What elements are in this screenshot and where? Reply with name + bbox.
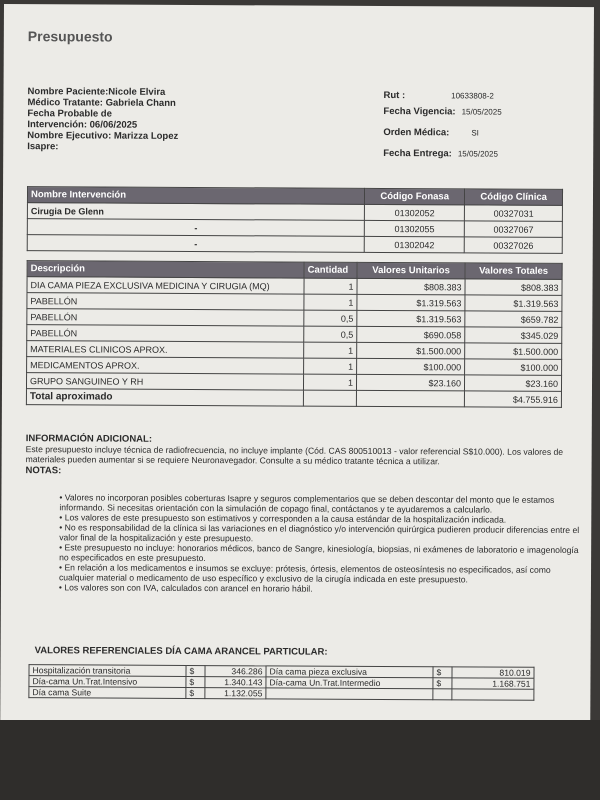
table-row: DIA CAMA PIEZA EXCLUSIVA MEDICINA Y CIRUGIA (MQ) 1 $808.383 $808.383 [27, 277, 562, 296]
notes-list [59, 492, 580, 595]
delivery-date: Fecha Entrega: 15/05/2025 [383, 147, 498, 160]
table-row: PABELLÓN 0,5 $690.058 $345.029 [27, 325, 562, 344]
reference-values-title: VALORES REFERENCIALES DÍA CAMA ARANCEL PARTICULAR: [34, 645, 328, 658]
table-row: - 01302042 00327026 [27, 235, 562, 254]
note-item: • No es responsabilidad de la clínica si las variaciones en el diagnóstico y/o intervención quirúrgica pudieren producir diferencias entre el valor final de la hospitalización y este presupuesto. [59, 522, 579, 545]
rut: Rut : 10633808-2 [383, 89, 494, 102]
info-text: Este presupuesto incluye técnica de radiofrecuencia, no incluye implante (Cód. CAS 800510013 - valor referencial S$10.000). Los valores de materiales pueden aumentar si se requiere Neuronavegador. Consulte a su médico tratante técnica a utilizar. [25, 444, 564, 467]
total-label: Total aproximado [26, 389, 303, 406]
table-row: PABELLÓN 1 $1.319.563 $1.319.563 [27, 293, 562, 312]
note-item: • Los valores son con IVA, calculados con arancel en horario hábil. [59, 582, 579, 595]
table-row: PABELLÓN 0,5 $1.319.563 $659.782 [27, 309, 562, 328]
table-row: Día cama Suite $ 1.132.055 [29, 687, 534, 701]
note-item: • Este presupuesto no incluye: honorarios médicos, banco de Sangre, kinesiología, biopsias, ni exámenes de laboratorio e imagenología no especificados en este presupuesto. [59, 542, 579, 565]
col-clinica: Código Clínica [465, 189, 563, 206]
note-item: • En relación a los medicamentos e insumos se excluye: prótesis, órtesis, elementos de osteosíntesis no especificados, así como cualquier material o medicamento de uso específico y exclusivo de la cirugía indicada en este presupuesto. [59, 562, 579, 585]
col-total-values: Valores Totales [465, 263, 562, 280]
note-item: • Los valores de este presupuesto son estimativos y corresponden a la causa estándar de la hospitalización indicada. [59, 512, 579, 525]
surgery-date: Intervención: 06/06/2025 [27, 119, 138, 131]
notes-title: NOTAS: [25, 465, 62, 477]
doctor-name: Médico Tratante: Gabriela Chann [27, 97, 176, 109]
background-surface [0, 720, 600, 800]
col-description: Descripción [27, 261, 304, 278]
validity-date: Fecha Vigencia: 15/05/2025 [383, 105, 502, 118]
table-row: MATERIALES CLINICOS APROX. 1 $1.500.000 $1.500.000 [27, 341, 562, 360]
additional-info [26, 434, 586, 479]
info-title: INFORMACIÓN ADICIONAL: [25, 433, 153, 445]
table-row: Día-cama Un.Trat.Intensivo $ 1.340.143 Día-cama Un.Trat.Intermedio $ 1.168.751 [29, 676, 534, 690]
page-title: Presupuesto [27, 28, 113, 45]
patient-name: Nombre Paciente:Nicole Elvira [27, 86, 166, 98]
interventions-table [27, 186, 563, 254]
table-row: MEDICAMENTOS APROX. 1 $100.000 $100.000 [27, 357, 562, 376]
total-value: $4.755.916 [464, 391, 561, 408]
medical-order: Orden Médica: SI [383, 126, 479, 139]
table-row: - 01302055 00327067 [27, 219, 562, 238]
col-fonasa: Código Fonasa [364, 188, 464, 205]
document-sheet [0, 4, 594, 723]
executive-name: Nombre Ejecutivo: Marizza Lopez [27, 130, 179, 142]
table-row: GRUPO SANGUINEO Y RH 1 $23.160 $23.160 [26, 373, 561, 392]
table-row: Cirugia De Glenn 01302052 00327031 [27, 203, 562, 222]
total-row [26, 389, 561, 408]
col-unit-values: Valores Unitarios [357, 262, 465, 279]
reference-values-table [28, 664, 534, 701]
col-quantity: Cantidad [304, 262, 357, 278]
col-intervention: Nombre Intervención [27, 187, 364, 205]
surgery-date-label: Fecha Probable de [27, 108, 112, 120]
isapre: Isapre: [27, 141, 59, 153]
items-table [26, 260, 563, 408]
header-left [27, 86, 178, 153]
table-row: Hospitalización transitoria $ 346.286 Día cama pieza exclusiva $ 810.019 [29, 665, 534, 679]
note-item: • Valores no incorporan posibles coberturas Isapre y seguros complementarios que se deben descontar del monto que le estamos informando. Si necesitas orientación con la simulación de copago final, contáctanos y te ayudaremos a calcularlo. [59, 492, 579, 515]
